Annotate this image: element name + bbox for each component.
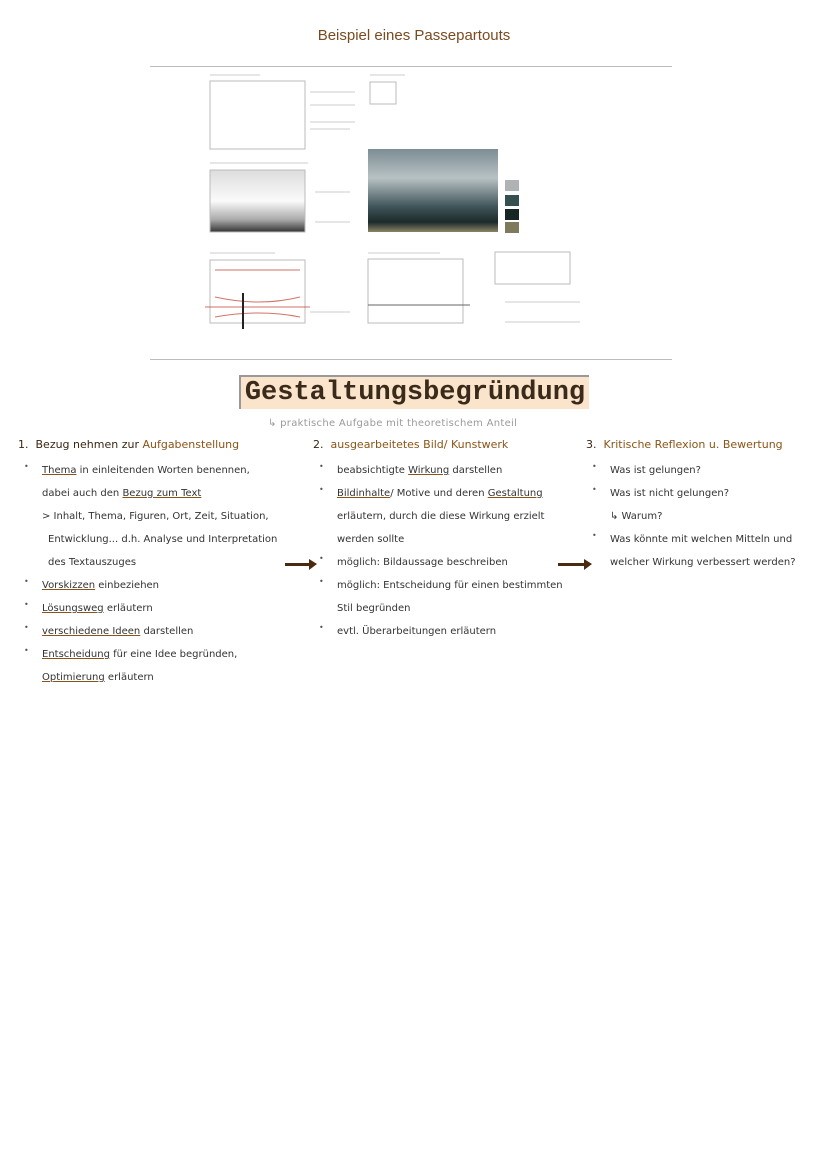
heading-number: 3. [586,438,597,451]
list-item [313,505,563,528]
heading-text: Bezug nehmen zur [35,438,143,451]
column-heading [18,438,277,451]
column-3 [586,438,796,574]
list-item [586,459,796,482]
arrow-icon [285,563,311,566]
item-text: welcher Wirkung verbessert werden? [610,557,796,568]
item-text: für eine Idee begründen, [109,649,238,660]
list-item [586,482,796,505]
list-item [313,574,563,597]
item-text: evtl. Überarbeitungen erläutern [337,626,497,637]
list-item [313,620,563,643]
underlined-term: Bezug zum Text [122,488,202,499]
item-text: einbeziehen [95,580,160,591]
underlined-term: verschiedene Ideen [42,626,141,637]
item-text: erläutern, durch die diese Wirkung erzielt [337,511,545,522]
heading-text: Gestaltungsbegründung [239,375,589,409]
item-text: werden sollte [337,534,405,545]
item-text: darstellen [449,465,503,476]
item-text: erläutern [103,603,153,614]
item-text: Was könnte mit welchen Mitteln und [610,534,793,545]
column-heading [586,438,796,451]
item-text: möglich: Entscheidung für einen bestimmten [337,580,563,591]
list-item [18,459,277,482]
item-text: ↳ Warum? [610,511,663,522]
list-item [18,597,277,620]
list-item [18,574,277,597]
heading-highlight: ausgearbeitetes Bild/ Kunstwerk [330,438,509,451]
section-heading [0,375,828,409]
list-item [18,551,277,574]
underlined-term: Optimierung [42,672,105,683]
heading-highlight: Kritische Reflexion u. Bewertung [603,438,783,451]
underlined-term: Vorskizzen [42,580,96,591]
list-item [18,505,277,528]
item-text: Was ist nicht gelungen? [610,488,730,499]
list-item [586,551,796,574]
list-item [313,528,563,551]
arrow-icon [558,563,586,566]
item-text: Was ist gelungen? [610,465,701,476]
underlined-term: Thema [42,465,77,476]
list-item [18,620,277,643]
heading-number: 2. [313,438,324,451]
page-title: Beispiel eines Passepartouts [317,27,511,44]
list-item [18,666,277,689]
underlined-term: Lösungsweg [42,603,104,614]
column-1 [18,438,277,689]
column-2 [313,438,563,643]
underlined-term: Bildinhalte [337,488,391,499]
heading-highlight: Aufgabenstellung [142,438,240,451]
list-item [586,505,796,528]
item-text: / Motive und deren [390,488,488,499]
underlined-term: Entscheidung [42,649,110,660]
item-text: erläutern [104,672,154,683]
item-text: dabei auch den [42,488,123,499]
item-text: in einleitenden Worten benennen, [76,465,250,476]
list-item [313,551,563,574]
column-heading [313,438,563,451]
list-item [586,528,796,551]
item-text: Stil begründen [337,603,411,614]
item-text: beabsichtigte [337,465,409,476]
item-text: > Inhalt, Thema, Figuren, Ort, Zeit, Situation, [42,511,269,522]
list-item [313,482,563,505]
list-item [18,528,277,551]
subtitle: ↳ praktische Aufgabe mit theoretischem Anteil [268,418,518,429]
heading-number: 1. [18,438,29,451]
item-text: des Textauszuges [48,557,137,568]
passepartout-sketch-image [150,67,672,359]
item-text: möglich: Bildaussage beschreiben [337,557,508,568]
underlined-term: Gestaltung [487,488,543,499]
item-text: Entwicklung... d.h. Analyse und Interpretation [48,534,278,545]
list-item [18,482,277,505]
list-item [18,643,277,666]
divider [150,359,672,360]
underlined-term: Wirkung [408,465,450,476]
list-item [313,459,563,482]
item-text: darstellen [140,626,194,637]
list-item [313,597,563,620]
